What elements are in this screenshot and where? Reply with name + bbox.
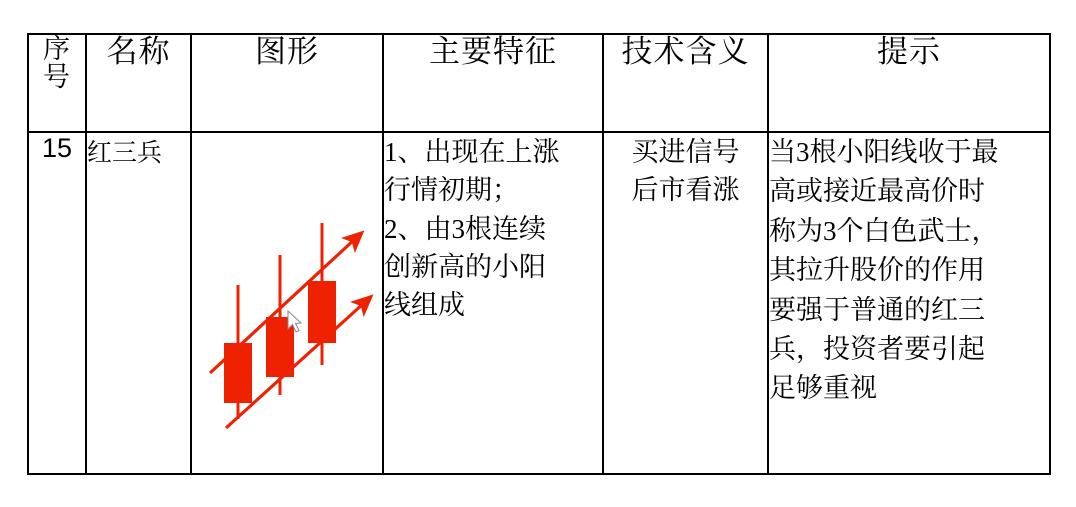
meaning-line-1: 买进信号 <box>631 137 740 167</box>
tip-line-2: 高或接近最高价时 <box>769 176 985 207</box>
header-cell-shape: 图形 <box>191 34 383 132</box>
candlestick-diagram <box>192 133 382 471</box>
feature-line-2: 行情初期； <box>384 175 519 206</box>
tip-line-1: 当3根小阳线收于最 <box>769 137 999 167</box>
cell-technical-meaning <box>603 132 768 474</box>
feature-line-3: 2、由3根连续 <box>384 213 546 244</box>
feature-line-5: 线组成 <box>384 290 465 321</box>
header-cell-feature: 主要特征 <box>383 34 603 132</box>
meaning-line-2: 后市看涨 <box>631 175 740 206</box>
cell-pattern-name: 红三兵 <box>86 132 191 474</box>
header-cell-name: 名称 <box>86 34 191 132</box>
tip-line-6: 兵，投资者要引起 <box>769 334 985 365</box>
tip-line-4: 其拉升股价的作用 <box>769 255 985 286</box>
candlestick-pattern-table <box>27 33 1051 475</box>
header-cell-seq <box>28 34 86 132</box>
cell-tip <box>768 132 1050 474</box>
cell-sequence-number: 15 <box>28 132 86 474</box>
header-cell-meaning: 技术含义 <box>603 34 768 132</box>
table-row <box>28 132 1050 474</box>
cell-main-features <box>383 132 603 474</box>
table-header-row <box>28 34 1050 132</box>
feature-line-4: 创新高的小阳 <box>384 251 546 282</box>
tip-line-5: 要强于普通的红三 <box>769 294 985 325</box>
feature-line-1: 1、出现在上涨 <box>384 137 560 167</box>
tip-line-7: 足够重视 <box>769 373 877 404</box>
three-white-soldiers-icon <box>192 133 380 471</box>
header-cell-tip: 提示 <box>768 34 1050 132</box>
cell-pattern-shape <box>191 132 383 474</box>
tip-line-3: 称为3个白色武士， <box>769 215 999 246</box>
header-seq-line1: 序 <box>43 34 71 64</box>
header-seq-line2: 号 <box>43 62 71 93</box>
